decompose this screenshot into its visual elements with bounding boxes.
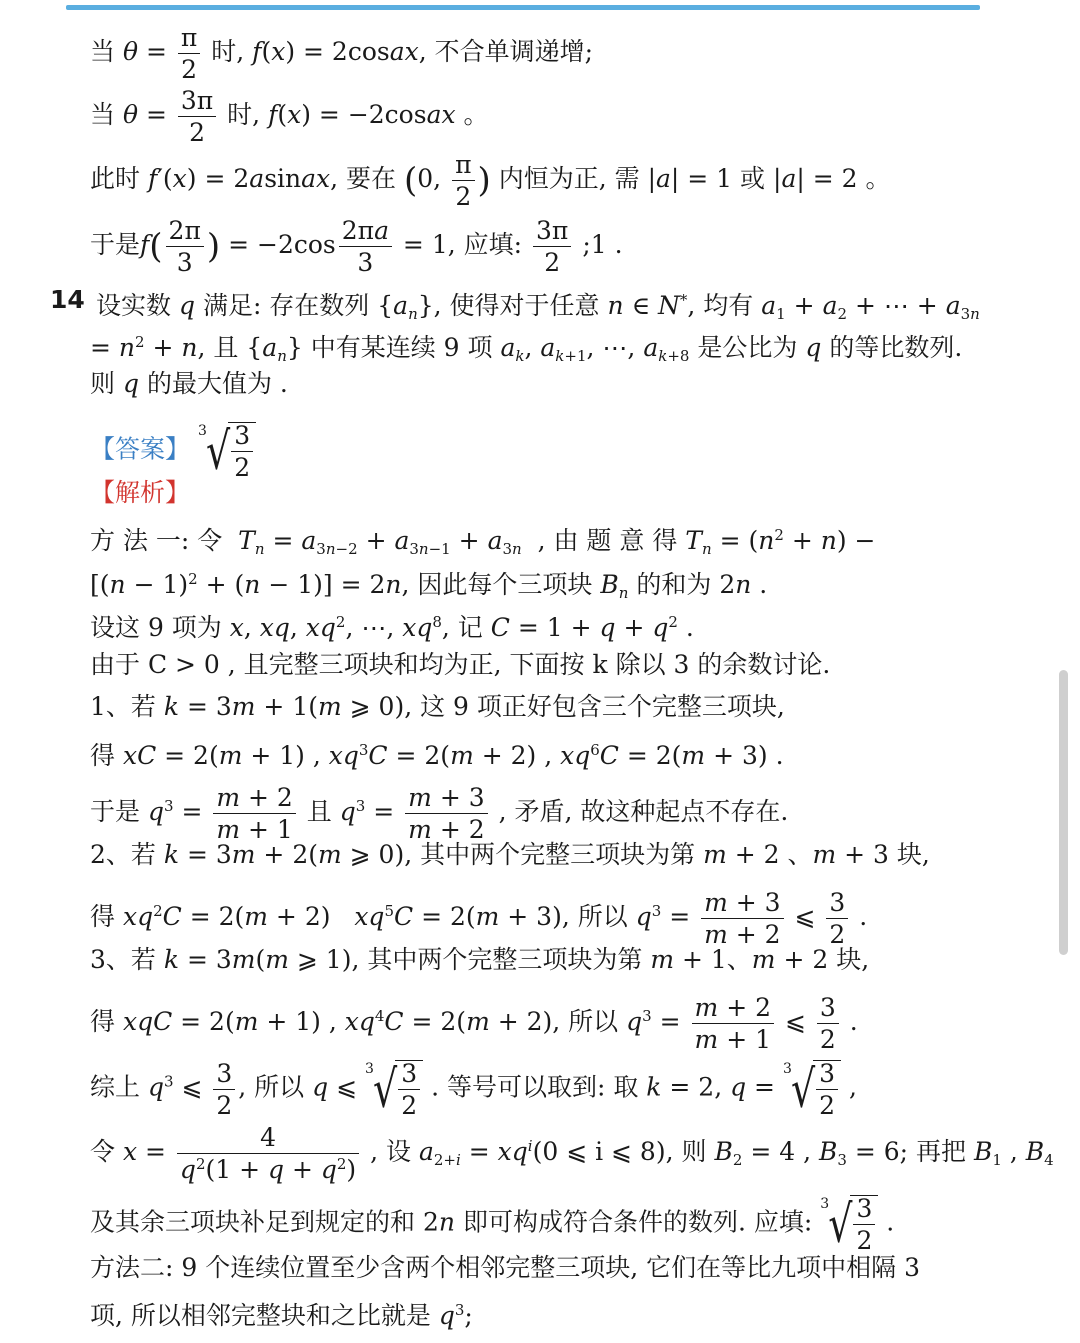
top-accent-bar	[66, 5, 980, 10]
method1-line-10: 3、若 k = 3m(m ⩾ 1), 其中两个完整三项块为第 m + 1、m + 2 块,	[90, 945, 870, 974]
question-line-1: 设实数 q 满足: 存在数列 $\{a_n\}$, 使得对于任意 n ∈ N*, 均有 $a_1 + a_2$ + ⋯ + $a_{3n}$	[96, 291, 980, 323]
method1-line-5: 1、若 k = 3m + 1(m ⩾ 0), 这 9 项正好包含三个完整三项块,	[90, 692, 785, 721]
method2-line-2: 项, 所以相邻完整块和之比就是 $q^3$;	[90, 1301, 473, 1330]
method1-line-13: 令 x = $\frac{4}{q^2(1 + q + q^2)}$ , 设 $a_{2+i} = xq^i(0$ ⩽ i ⩽ 8), 则 $B_2 = 4$ , $B_3 = 6$; 再把 $B_1$ , $B_4$	[90, 1123, 1054, 1184]
question-line-3: 则 q 的最大值为 .	[90, 369, 288, 398]
question-number: 14	[50, 285, 85, 314]
method1-line-3: 设这 9 项为 x, xq, $xq^2$, ⋯, $xq^8$, 记 $C = 1 + q + q^2$ .	[90, 613, 694, 642]
method1-line-9: 得 $xq^2C = 2(m + 2) xq^5C = 2(m + 3)$, 所以 $q^3$ = $\frac{m + 3}{m + 2}$ ⩽ $\frac{3}{2}$ .	[90, 888, 868, 949]
method1-line-1: 方 法 一: 令 $T_n = a_{3n-2} + a_{3n-1} + a_{3n}$ , 由 题 意 得 $T_n = (n^2 + n)$ −	[90, 526, 876, 558]
analysis-tag: 【解析】	[90, 478, 191, 507]
intro-line-2: 当 θ = $\frac{3\pi}{2}$ 时, f(x) = −2cosax 。	[90, 86, 489, 147]
method2-line-1: 方法二: 9 个连续位置至少含两个相邻完整三项块, 它们在等比九项中相隔 3	[90, 1253, 920, 1282]
method1-line-4: 由于 C > 0 , 且完整三项块和均为正, 下面按 k 除以 3 的余数讨论.	[90, 650, 831, 679]
method1-line-8: 2、若 k = 3m + 2(m ⩾ 0), 其中两个完整三项块为第 m + 2 、m + 3 块,	[90, 840, 930, 869]
scrollbar[interactable]	[1059, 670, 1068, 955]
intro-line-3: 此时 f′(x) = 2asinax, 要在 (0, $\frac{\pi}{2}$ ) 内恒为正, 需 |a| = 1 或 |a| = 2 。	[90, 150, 891, 211]
answer-line: 【答案】 3 √ $\frac{3}{2}$	[90, 422, 256, 480]
method1-line-2: $[(n - 1)^2 + (n - 1)] = 2n$, 因此每个三项块 $B_n$ 的和为 2n .	[90, 570, 768, 602]
method1-line-14: 及其余三项块补足到规定的和 2n 即可构成符合条件的数列. 应填: 3 √ $\frac{3}{2}$ .	[90, 1194, 895, 1255]
question-line-2: = $n^2 + n$, 且 $\{a_n\}$ 中有某连续 9 项 $a_k$, $a_{k+1}$, ⋯, $a_{k+8}$ 是公比为 q 的等比数列.	[90, 333, 963, 365]
intro-line-4: 于是f( $\frac{2\pi}{3}$ ) = −2cos $\frac{2\pi a}{3}$ = 1, 应填: $\frac{3\pi}{2}$ ;1 .	[90, 216, 623, 277]
method1-line-6: 得 xC = 2(m + 1) , $xq^3C = 2(m + 2)$ , $xq^6C = 2(m + 3)$ .	[90, 741, 784, 770]
intro-line-1: 当 θ = $\frac{\pi}{2}$ 时, f(x) = 2cosax, 不合单调递增;	[90, 23, 594, 84]
method1-line-11: 得 xqC = 2(m + 1) , $xq^4C = 2(m + 2)$, 所以 $q^3$ = $\frac{m + 2}{m + 1}$ ⩽ $\frac{3}{2}$ .	[90, 993, 858, 1054]
method1-line-12: 综上 $q^3$ ⩽ $\frac{3}{2}$ , 所以 q ⩽ 3 √ $\frac{3}{2}$ . 等号可以取到: 取 k = 2, q = 3 √ $\frac{3}{2}$ ,	[90, 1058, 857, 1120]
method1-line-7: 于是 $q^3$ = $\frac{m + 2}{m + 1}$ 且 $q^3$ = $\frac{m + 3}{m + 2}$ , 矛盾, 故这种起点不存在.	[90, 783, 789, 844]
answer-tag: 【答案】	[90, 434, 191, 464]
